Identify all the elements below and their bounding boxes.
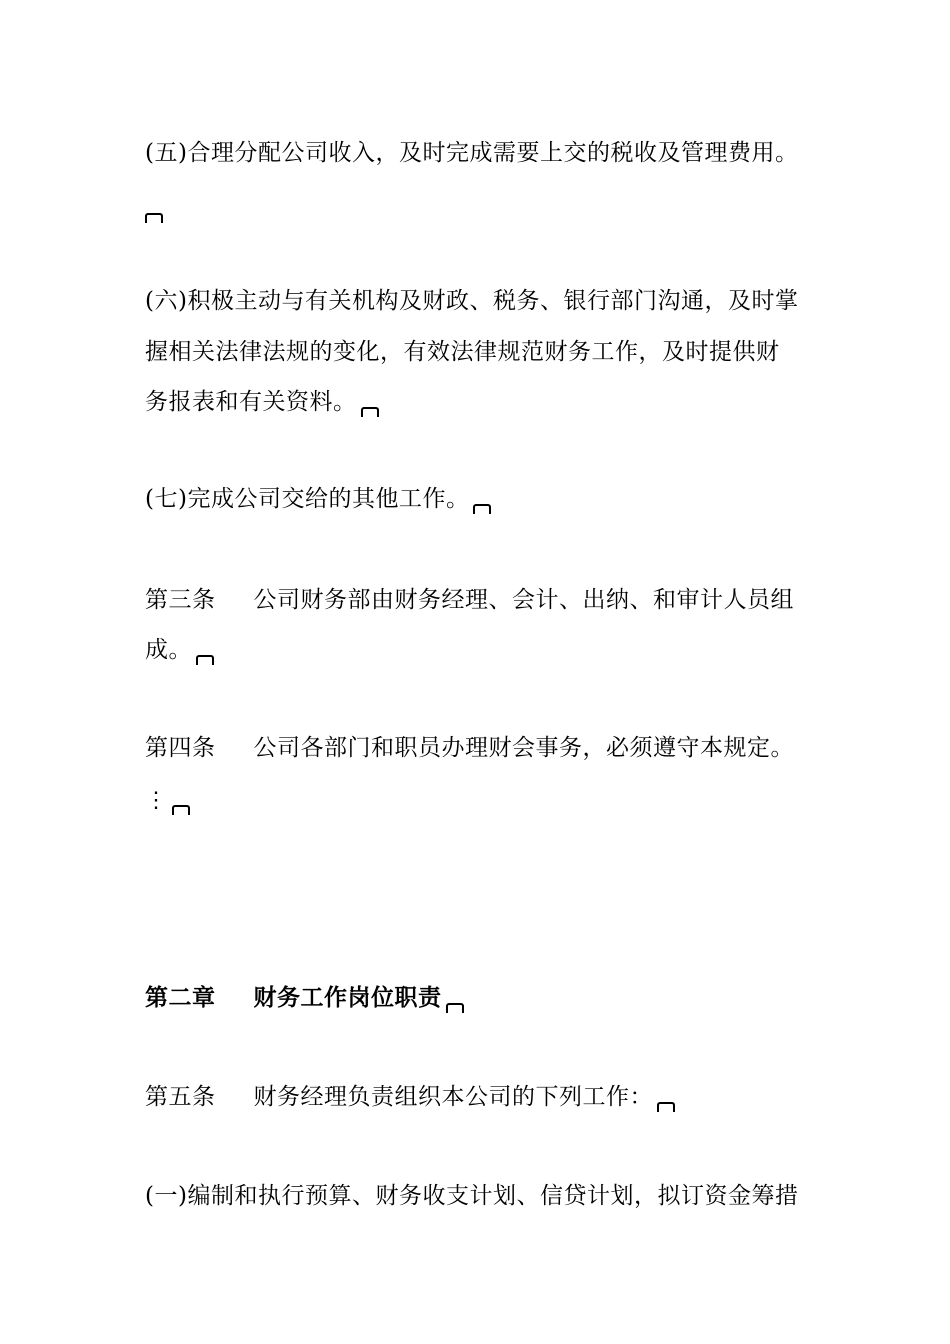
paragraph-item-7 — [145, 484, 825, 514]
paragraph-item-6-line2 — [145, 337, 825, 367]
paragraph-item-6-line1 — [145, 286, 825, 316]
article-3-line1 — [145, 585, 825, 615]
paragraph-text: (七)完成公司交给的其他工作。 — [145, 486, 470, 512]
paragraph-mark-icon — [361, 407, 379, 417]
paragraph-text: (六)积极主动与有关机构及财政、税务、银行部门沟通，及时掌 — [145, 288, 799, 314]
paragraph-text: (一)编制和执行预算、财务收支计划、信贷计划，拟订资金筹措 — [145, 1183, 799, 1209]
paragraph-text: 务报表和有关资料。 — [145, 389, 357, 415]
chapter-title: 财务工作岗位职责 — [253, 984, 442, 1011]
article-5-line1 — [145, 1082, 825, 1112]
article-text: 成。 — [145, 637, 192, 663]
article-4-line2 — [145, 785, 825, 816]
paragraph-text: (五)合理分配公司收入，及时完成需要上交的税收及管理费用。 — [145, 140, 799, 166]
paragraph-mark-icon — [473, 504, 491, 514]
paragraph-mark-icon — [172, 805, 190, 815]
paragraph-mark-icon — [657, 1102, 675, 1112]
article-label: 第三条 — [145, 587, 216, 613]
article-text: 公司财务部由财务经理、会计、出纳、和审计人员组 — [253, 587, 794, 613]
paragraph-item-1 — [145, 1181, 825, 1211]
paragraph-text: 握相关法律法规的变化，有效法律规范财务工作，及时提供财 — [145, 339, 780, 365]
article-label: 第四条 — [145, 735, 216, 761]
chapter-label: 第二章 — [145, 984, 216, 1011]
chapter-2-heading — [145, 983, 825, 1013]
vertical-ellipsis: ⋮ — [145, 788, 168, 813]
paragraph-mark-icon — [145, 213, 163, 223]
paragraph-mark-icon — [446, 1003, 464, 1013]
paragraph-item-6-line3 — [145, 387, 825, 417]
paragraph-mark-icon — [196, 655, 214, 665]
article-text: 公司各部门和职员办理财会事务，必须遵守本规定。 — [253, 735, 794, 761]
article-label: 第五条 — [145, 1084, 216, 1110]
article-text: 财务经理负责组织本公司的下列工作： — [253, 1084, 653, 1110]
paragraph-item-5 — [145, 138, 825, 168]
article-4-line1 — [145, 733, 825, 763]
paragraph-mark-line — [145, 193, 825, 223]
article-3-line2 — [145, 635, 825, 665]
